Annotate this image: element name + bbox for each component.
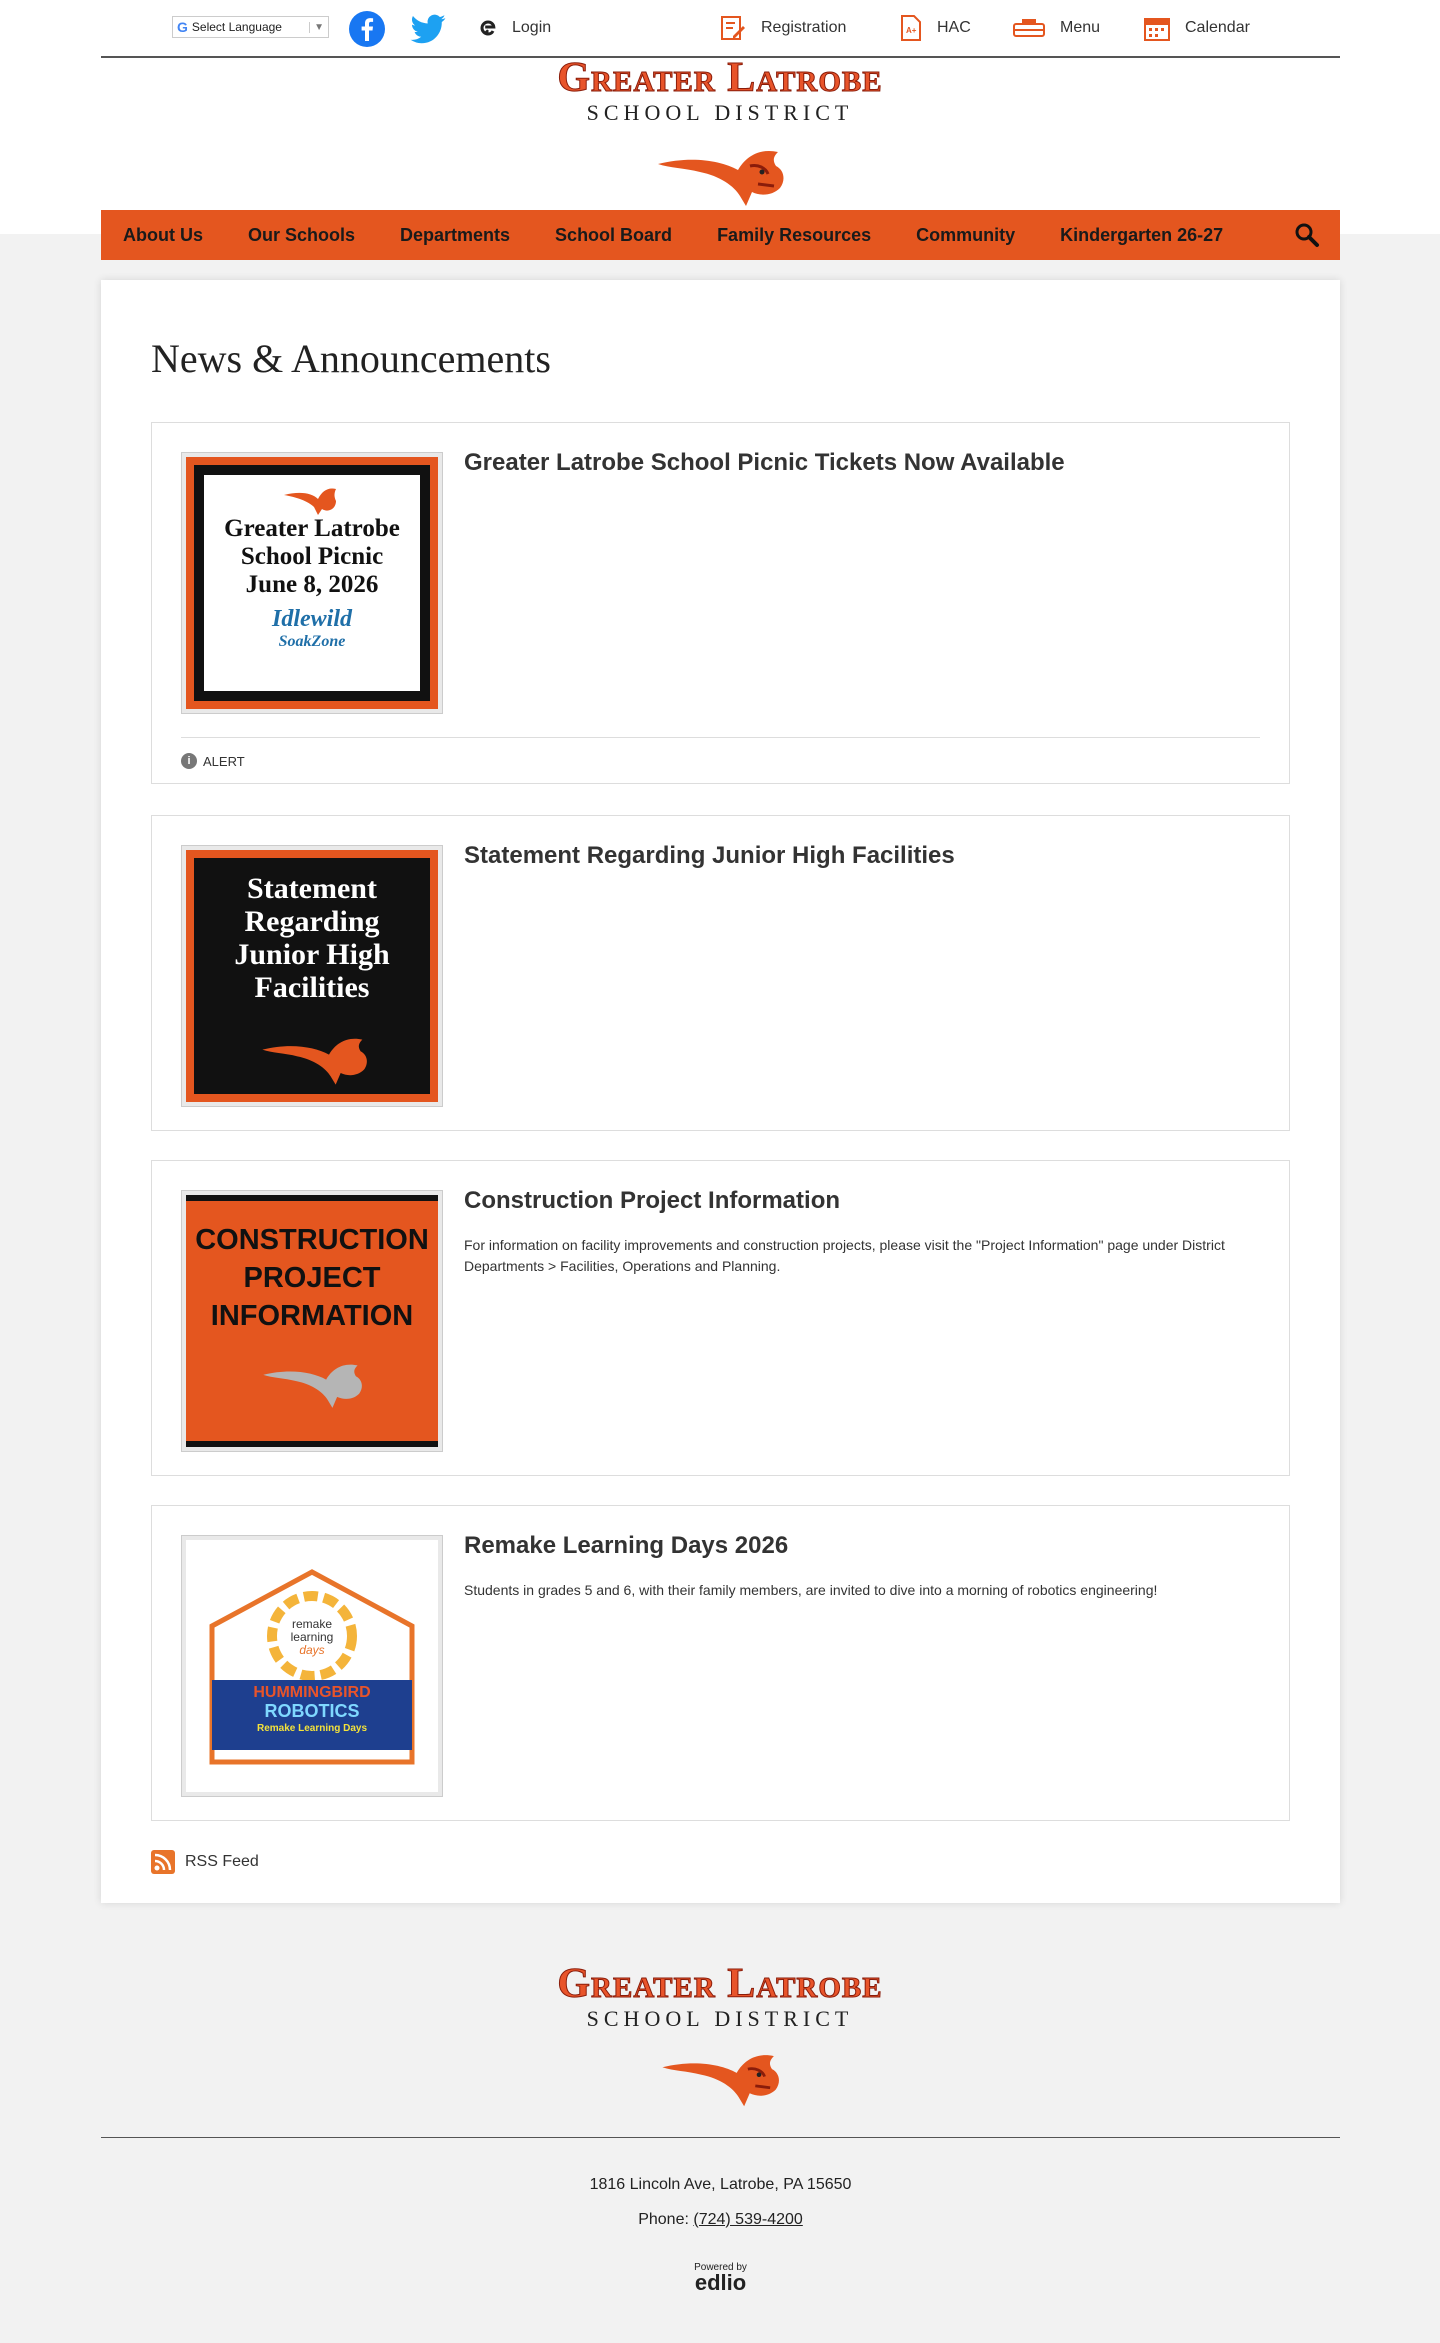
construction-graphic	[186, 1195, 438, 1447]
svg-text:A+: A+	[906, 26, 917, 35]
wildcat-mascot-icon	[550, 126, 890, 215]
footer-logo-line1: Greater Latrobe	[557, 1961, 883, 2007]
news-item[interactable]	[151, 815, 1290, 1131]
news-title[interactable]: Statement Regarding Junior High Facilities	[464, 842, 955, 869]
rss-label: RSS Feed	[185, 1853, 259, 1870]
robotics-line1: HUMMINGBIRD	[253, 1684, 371, 1701]
remake-logo-text	[186, 1618, 438, 1657]
logo-line1: Greater Latrobe	[557, 55, 883, 101]
menu-link[interactable]	[1012, 14, 1100, 42]
nav-community[interactable]: Community	[916, 224, 1016, 245]
picnic-line3: June 8, 2026	[245, 571, 379, 598]
footer-address: 1816 Lincoln Ave, Latrobe, PA 15650	[589, 2176, 852, 2193]
main-navigation	[101, 210, 1340, 260]
statement-line2: Regarding	[244, 905, 380, 938]
logo-line2: SCHOOL DISTRICT	[586, 100, 854, 125]
news-title[interactable]: Construction Project Information	[464, 1187, 841, 1214]
statement-line1: Statement	[247, 872, 377, 905]
utility-bar	[101, 0, 1340, 58]
login-label: Login	[512, 19, 552, 36]
footer-logo[interactable]	[550, 1962, 890, 2115]
info-icon: i	[181, 753, 197, 769]
remake-word1: remake	[291, 1617, 332, 1631]
lunch-tray-icon	[1012, 16, 1046, 40]
picnic-graphic-frame	[194, 465, 430, 701]
news-title[interactable]: Greater Latrobe School Picnic Tickets Now Available	[464, 449, 1065, 476]
news-summary: Students in grades 5 and 6, with their family members, are invited to dive into a morning of robotics engineering!	[464, 1582, 1158, 1598]
robotics-line3: Remake Learning Days	[256, 1723, 368, 1734]
news-item[interactable]	[151, 1505, 1290, 1821]
remake-word2: learning	[290, 1630, 334, 1644]
registration-icon	[719, 14, 747, 42]
registration-link[interactable]	[719, 14, 846, 42]
translate-select[interactable]	[172, 16, 329, 38]
wildcat-mascot-icon	[550, 2032, 890, 2115]
statement-line4: Facilities	[254, 971, 370, 1004]
news-item[interactable]	[151, 1160, 1290, 1476]
remake-learning-graphic	[186, 1540, 438, 1792]
phone-link[interactable]: (724) 539-4200	[693, 2211, 803, 2228]
alert-tag-label: ALERT	[203, 753, 245, 769]
nav-school-board[interactable]: School Board	[555, 224, 673, 245]
news-card	[101, 280, 1340, 1903]
footer-divider	[101, 2137, 1340, 2138]
menu-label: Menu	[1060, 19, 1101, 36]
twitter-icon[interactable]	[409, 10, 447, 48]
calendar-link[interactable]	[1143, 14, 1250, 42]
powered-by-label: Powered by	[694, 2262, 747, 2273]
facebook-icon[interactable]	[348, 10, 386, 48]
nav-kindergarten[interactable]: Kindergarten 26-27	[1060, 224, 1224, 245]
picnic-graphic	[186, 457, 438, 709]
rss-feed-link[interactable]	[151, 1850, 259, 1874]
news-thumbnail[interactable]	[181, 452, 443, 714]
idlewild-logo-text: Idlewild	[271, 606, 352, 632]
picnic-graphic-text	[204, 475, 420, 691]
robotics-banner	[212, 1680, 412, 1750]
registration-label: Registration	[761, 19, 847, 36]
construction-line2: PROJECT	[243, 1262, 381, 1294]
footer-phone	[101, 2211, 1340, 2229]
google-icon: G	[177, 19, 188, 35]
news-thumbnail[interactable]	[181, 845, 443, 1107]
calendar-icon	[1143, 14, 1171, 42]
construction-line1: CONSTRUCTION	[195, 1224, 429, 1256]
district-logo[interactable]	[550, 56, 890, 215]
wildcat-icon	[282, 477, 338, 515]
wildcat-icon	[254, 1018, 374, 1088]
statement-graphic-text	[194, 858, 430, 1094]
news-thumbnail[interactable]	[181, 1535, 443, 1797]
construction-line3: INFORMATION	[210, 1300, 414, 1332]
edlio-e-icon	[478, 18, 498, 38]
news-summary: For information on facility improvements and construction projects, please visit the "Project Information" page under District Departments > Facilities, Operations and Planning.	[464, 1237, 1225, 1274]
hac-label: HAC	[937, 19, 971, 36]
grade-document-icon	[899, 14, 923, 42]
search-icon[interactable]	[1294, 222, 1320, 248]
phone-label: Phone:	[638, 2211, 689, 2228]
page-title: News & Announcements	[151, 336, 551, 381]
picnic-line1: Greater Latrobe	[224, 515, 400, 542]
dropdown-arrow-icon: ▼	[309, 22, 324, 33]
news-item[interactable]	[151, 422, 1290, 784]
divider	[181, 737, 1260, 738]
picnic-line2: School Picnic	[240, 543, 384, 570]
alert-tag	[181, 753, 245, 769]
remake-word3: days	[299, 1643, 325, 1657]
news-title[interactable]: Remake Learning Days 2026	[464, 1532, 789, 1559]
news-thumbnail[interactable]	[181, 1190, 443, 1452]
translate-label: Select Language	[191, 20, 282, 34]
login-link[interactable]	[478, 14, 551, 42]
edlio-wordmark: edlio	[694, 2270, 747, 2295]
statement-graphic	[186, 850, 438, 1102]
edlio-logo[interactable]	[101, 2262, 1340, 2293]
statement-line3: Junior High	[234, 938, 390, 971]
wildcat-icon	[257, 1345, 367, 1411]
robotics-line2: ROBOTICS	[264, 1701, 360, 1721]
nav-departments[interactable]: Departments	[400, 224, 511, 245]
rss-icon	[151, 1850, 175, 1874]
footer-logo-line2: SCHOOL DISTRICT	[586, 2006, 854, 2031]
nav-family-resources[interactable]: Family Resources	[717, 224, 872, 245]
calendar-label: Calendar	[1185, 19, 1250, 36]
hac-link[interactable]	[899, 14, 971, 42]
soakzone-logo-text: SoakZone	[278, 633, 346, 650]
nav-our-schools[interactable]: Our Schools	[248, 224, 356, 245]
nav-about-us[interactable]: About Us	[123, 224, 203, 245]
